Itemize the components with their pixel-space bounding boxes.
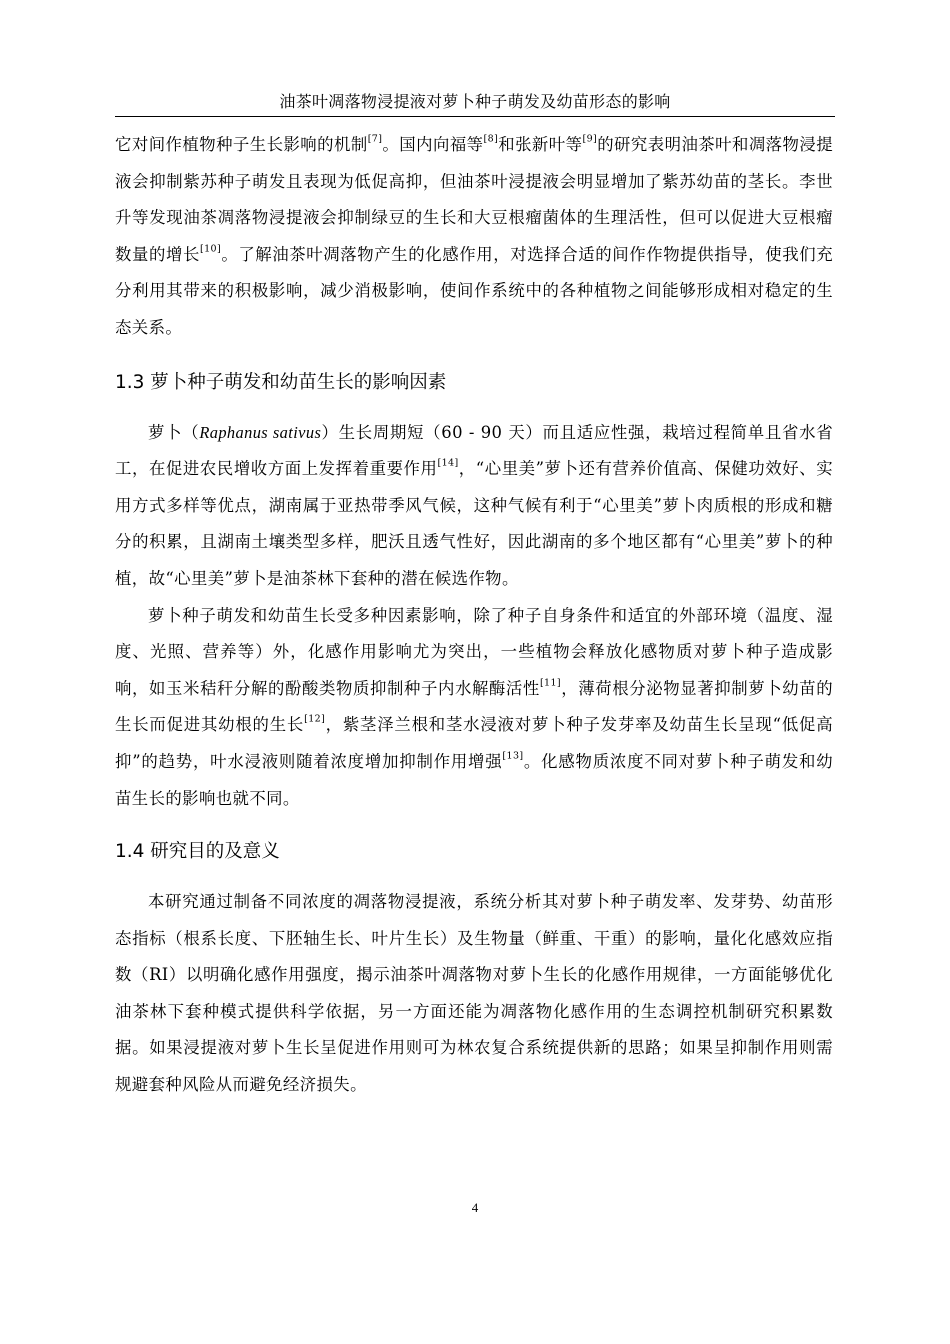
paragraph-research-purpose: 本研究通过制备不同浓度的凋落物浸提液，系统分析其对萝卜种子萌发率、发芽势、幼苗形态指标（根系长度、下胚轴生长、叶片生长）及生物量（鲜重、干重）的影响，量化化感效应指数（RI）以明确化感作用强度，揭示油茶叶凋落物对萝卜生长的化感作用规律，一方面能够优化油茶林下套种模式提供科学依据，另一方面还能为凋落物化感作用的生态调控机制研究积累数据。如果浸提液对萝卜生长呈促进作用则可为林农复合系统提供新的思路；如果呈抑制作用则需规避套种风险从而避免经济损失。 <box>115 892 833 1095</box>
running-header: 油茶叶凋落物浸提液对萝卜种子萌发及幼苗形态的影响 <box>279 92 671 111</box>
text-run: 萝卜（ <box>148 422 200 442</box>
text-run: 萝卜种子萌发和幼苗生长受多种因素影响，除了种子自身条件和适宜的外部环境（温度、湿度、光照、营养等）外，化感作用影响尤为突出，一些植物会释放化感物质对萝卜种子造成影响，如玉米秸秆分解的酚酸类物质抑制种子内水解酶活性 <box>115 605 833 698</box>
section-heading-1-4: 1.4 研究目的及意义 <box>115 841 280 863</box>
citation-ref: [9] <box>582 133 598 145</box>
text-run: 和张新叶等 <box>498 135 583 154</box>
citation-ref: [13] <box>502 750 524 762</box>
text-run: 它对间作植物种子生长影响的机制 <box>115 135 368 154</box>
paragraph-influencing-factors <box>115 598 833 818</box>
text-run: 。了解油茶叶凋落物产生的化感作用，对选择合适的间作作物提供指导，使我们充分利用其带来的积极影响，减少消极影响，使间作系统中的各种植物之间能够形成相对稳定的生态关系。 <box>115 244 834 337</box>
citation-ref: [12] <box>304 713 326 725</box>
text-run: ，“心里美”萝卜还有营养价值高、保健功效好、实用方式多样等优点，湖南属于亚热带季风气候，这种气候有利于“心里美”萝卜肉质根的形成和糖分的积累，且湖南土壤类型多样，肥沃且透气性好，因此湖南的多个地区都有“心里美”萝卜的种植，故“心里美”萝卜是油茶林下套种的潜在候选作物。 <box>115 459 833 588</box>
text-run: ，紫茎泽兰根和茎水浸液对萝卜种子发芽率及幼苗生长呈现“低促高抑”的趋势，叶水浸液则随着浓度增加抑制作用增强 <box>115 715 833 771</box>
text-run: ，薄荷根分泌物显著抑制萝卜幼苗的生长而促进其幼根的生长 <box>115 678 834 735</box>
text-run: 。国内向福等 <box>382 135 484 154</box>
section-heading-1-3: 1.3 萝卜种子萌发和幼苗生长的影响因素 <box>115 371 447 393</box>
page-number: 4 <box>471 1200 479 1215</box>
paragraph-intro-continued <box>115 127 833 347</box>
citation-ref: [7] <box>367 133 383 145</box>
latin-species-name: Raphanus sativus <box>199 422 322 442</box>
paragraph-radish-overview <box>115 415 833 598</box>
text-run: 。化感物质浓度不同对萝卜种子萌发和幼苗生长的影响也就不同。 <box>115 751 833 808</box>
text-run: ）生长周期短（60 - 90 天）而且适应性强，栽培过程简单且省水省工，在促进农民增收方面上发挥着重要作用 <box>115 422 834 479</box>
body-text <box>115 127 833 1104</box>
citation-ref: [11] <box>539 677 562 689</box>
header-rule <box>115 116 835 117</box>
text-run: 的研究表明油茶叶和凋落物浸提液会抑制紫苏种子萌发且表现为低促高抑，但油茶叶浸提液会明显增加了紫苏幼苗的茎长。李世升等发现油茶凋落物浸提液会抑制绿豆的生长和大豆根瘤菌体的生理活性，但可以促进大豆根瘤数量的增长 <box>115 135 834 264</box>
citation-ref: [10] <box>200 243 222 255</box>
citation-ref: [8] <box>483 133 499 145</box>
citation-ref: [14] <box>437 457 459 469</box>
